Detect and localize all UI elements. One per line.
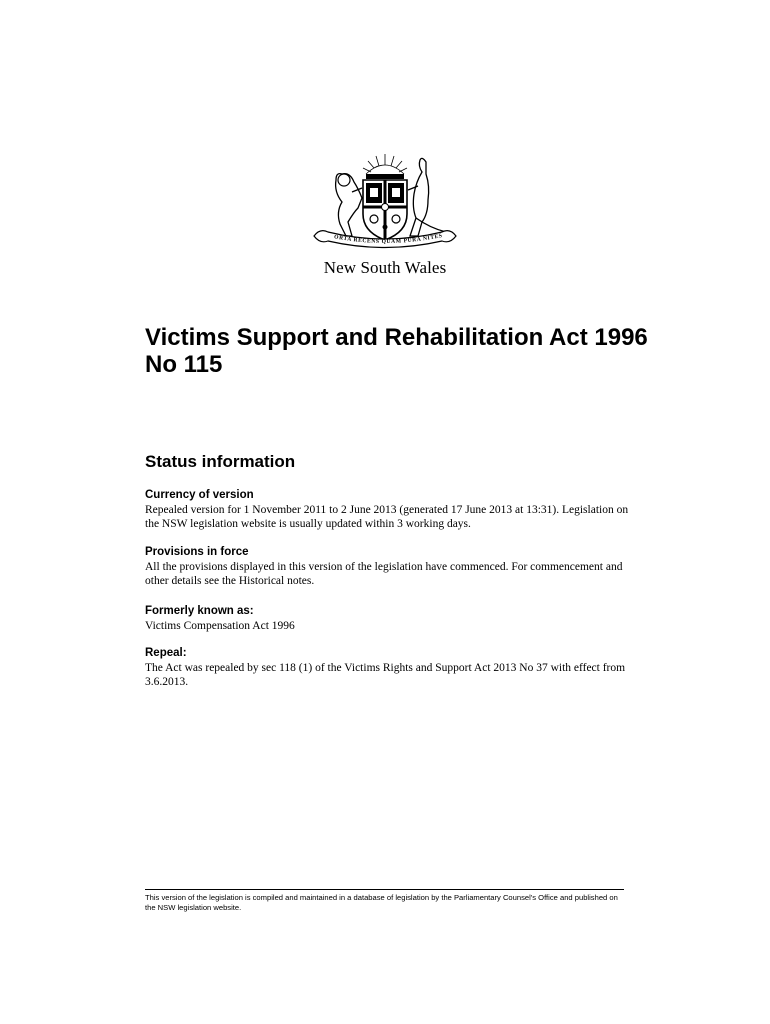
footer-divider [145, 889, 624, 890]
section-title: Provisions in force [145, 546, 249, 558]
section-body: Repealed version for 1 November 2011 to 2 June 2013 (generated 17 June 2013 at 13:31). Legislation on the NSW legislation website is usually updated within 3 working days. [145, 504, 629, 530]
section-body: The Act was repealed by sec 118 (1) of the Victims Rights and Support Act 2013 No 37 with effect from 3.6.2013. [145, 662, 626, 688]
section-body: Victims Compensation Act 1996 [145, 620, 295, 632]
provisions-in-force-section [145, 545, 635, 588]
section-title: Repeal: [145, 647, 187, 659]
nsw-coat-of-arms-icon [306, 152, 464, 252]
repeal-section [145, 646, 635, 689]
crest-motto: ORTA RECENS QUAM PURA NITES [333, 232, 444, 246]
section-title: Currency of version [145, 489, 254, 501]
jurisdiction-name: New South Wales [323, 258, 447, 277]
act-title: Victims Support and Rehabilitation Act 1996 No 115 [145, 324, 648, 378]
formerly-known-as-section [145, 604, 635, 634]
footer-note: This version of the legislation is compiled and maintained in a database of legislation by the Parliamentary Counsel's Office and published on the NSW legislation website. [145, 893, 618, 912]
section-title: Formerly known as: [145, 605, 254, 617]
section-body: All the provisions displayed in this version of the legislation have commenced. For commencement and other details see the Historical notes. [145, 561, 623, 587]
currency-of-version-section [145, 488, 635, 531]
status-heading: Status information [145, 452, 296, 471]
